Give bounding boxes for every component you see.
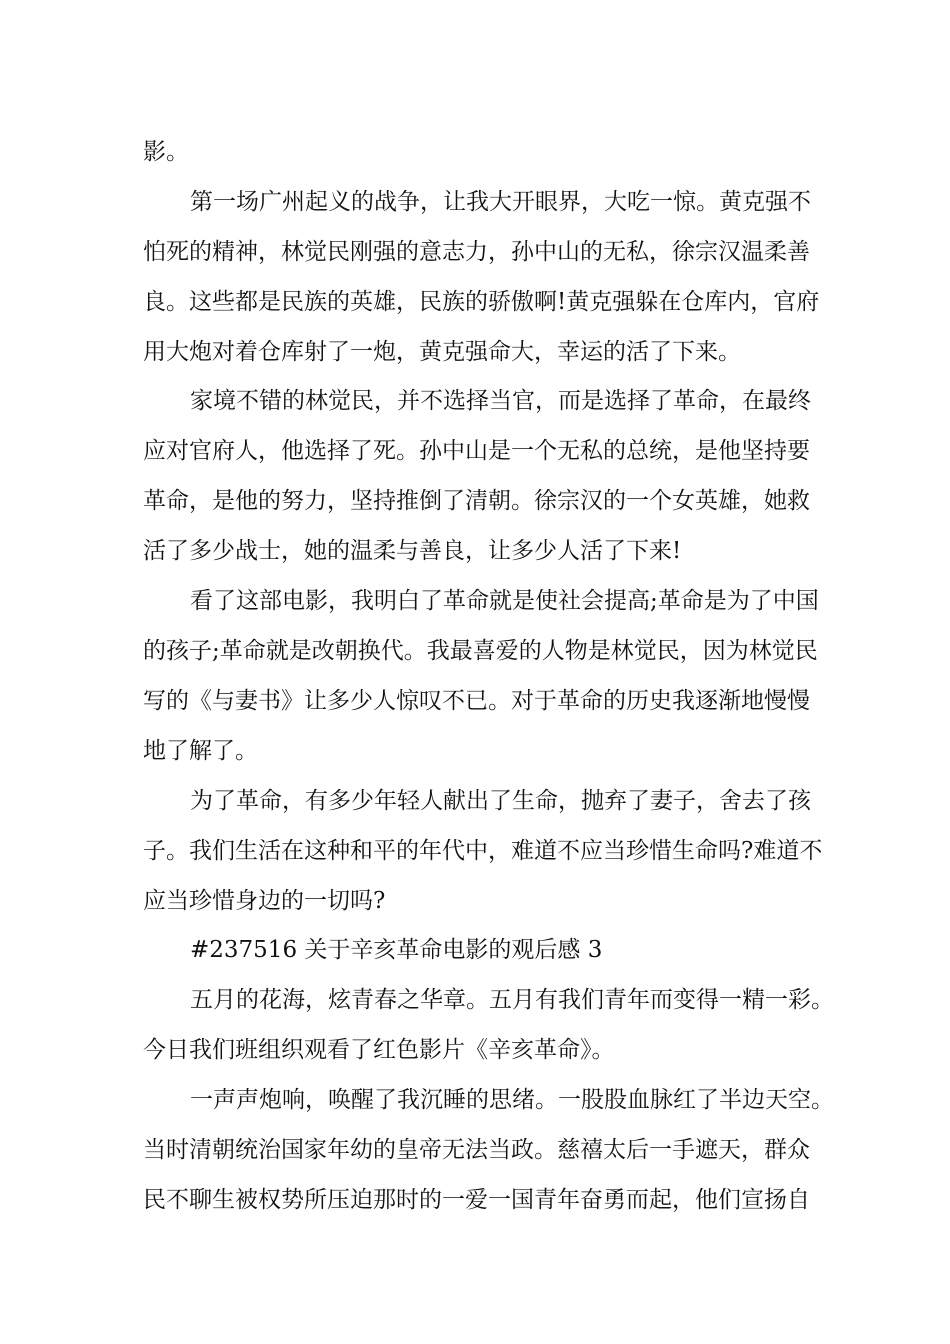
text-line: 活了多少战士，她的温柔与善良，让多少人活了下来! [143,538,682,564]
text-line: 影。 [143,139,189,165]
section-heading: #237516 关于辛亥革命电影的观后感 3 [190,937,603,963]
text-line: 子。我们生活在这种和平的年代中，难道不应当珍惜生命吗?难道不 [143,838,823,864]
text-line: 当时清朝统治国家年幼的皇帝无法当政。慈禧太后一手遮天，群众 [143,1137,810,1163]
text-line: 民不聊生被权势所压迫那时的一爱一国青年奋勇而起，他们宣扬自 [143,1187,810,1213]
paragraph-first-line: 为了革命，有多少年轻人献出了生命，抛弃了妻子，舍去了孩 [190,788,811,814]
text-line: 的孩子;革命就是改朝换代。我最喜爱的人物是林觉民，因为林觉民 [143,638,818,664]
text-line: 应当珍惜身边的一切吗? [143,888,386,914]
text-line: 写的《与妻书》让多少人惊叹不已。对于革命的历史我逐渐地慢慢 [143,688,810,714]
paragraph-first-line: 看了这部电影，我明白了革命就是使社会提高;革命是为了中国 [190,588,819,614]
paragraph-first-line: 第一场广州起义的战争，让我大开眼界，大吃一惊。黄克强不 [190,189,811,215]
text-line: 用大炮对着仓库射了一炮，黄克强命大，幸运的活了下来。 [143,339,741,365]
text-line: 地了解了。 [143,738,258,764]
paragraph-first-line: 一声声炮响，唤醒了我沉睡的思绪。一股股血脉红了半边天空。 [190,1087,834,1113]
text-line: 革命，是他的努力，坚持推倒了清朝。徐宗汉的一个女英雄，她救 [143,488,810,514]
text-line: 怕死的精神，林觉民刚强的意志力，孙中山的无私，徐宗汉温柔善 [143,239,810,265]
text-line: 今日我们班组织观看了红色影片《辛亥革命》。 [143,1037,615,1063]
paragraph-first-line: 五月的花海，炫青春之华章。五月有我们青年而变得一精一彩。 [190,987,834,1013]
text-line: 良。这些都是民族的英雄，民族的骄傲啊!黄克强躲在仓库内，官府 [143,289,820,315]
text-line: 应对官府人，他选择了死。孙中山是一个无私的总统，是他坚持要 [143,438,810,464]
paragraph-first-line: 家境不错的林觉民，并不选择当官，而是选择了革命，在最终 [190,388,811,414]
